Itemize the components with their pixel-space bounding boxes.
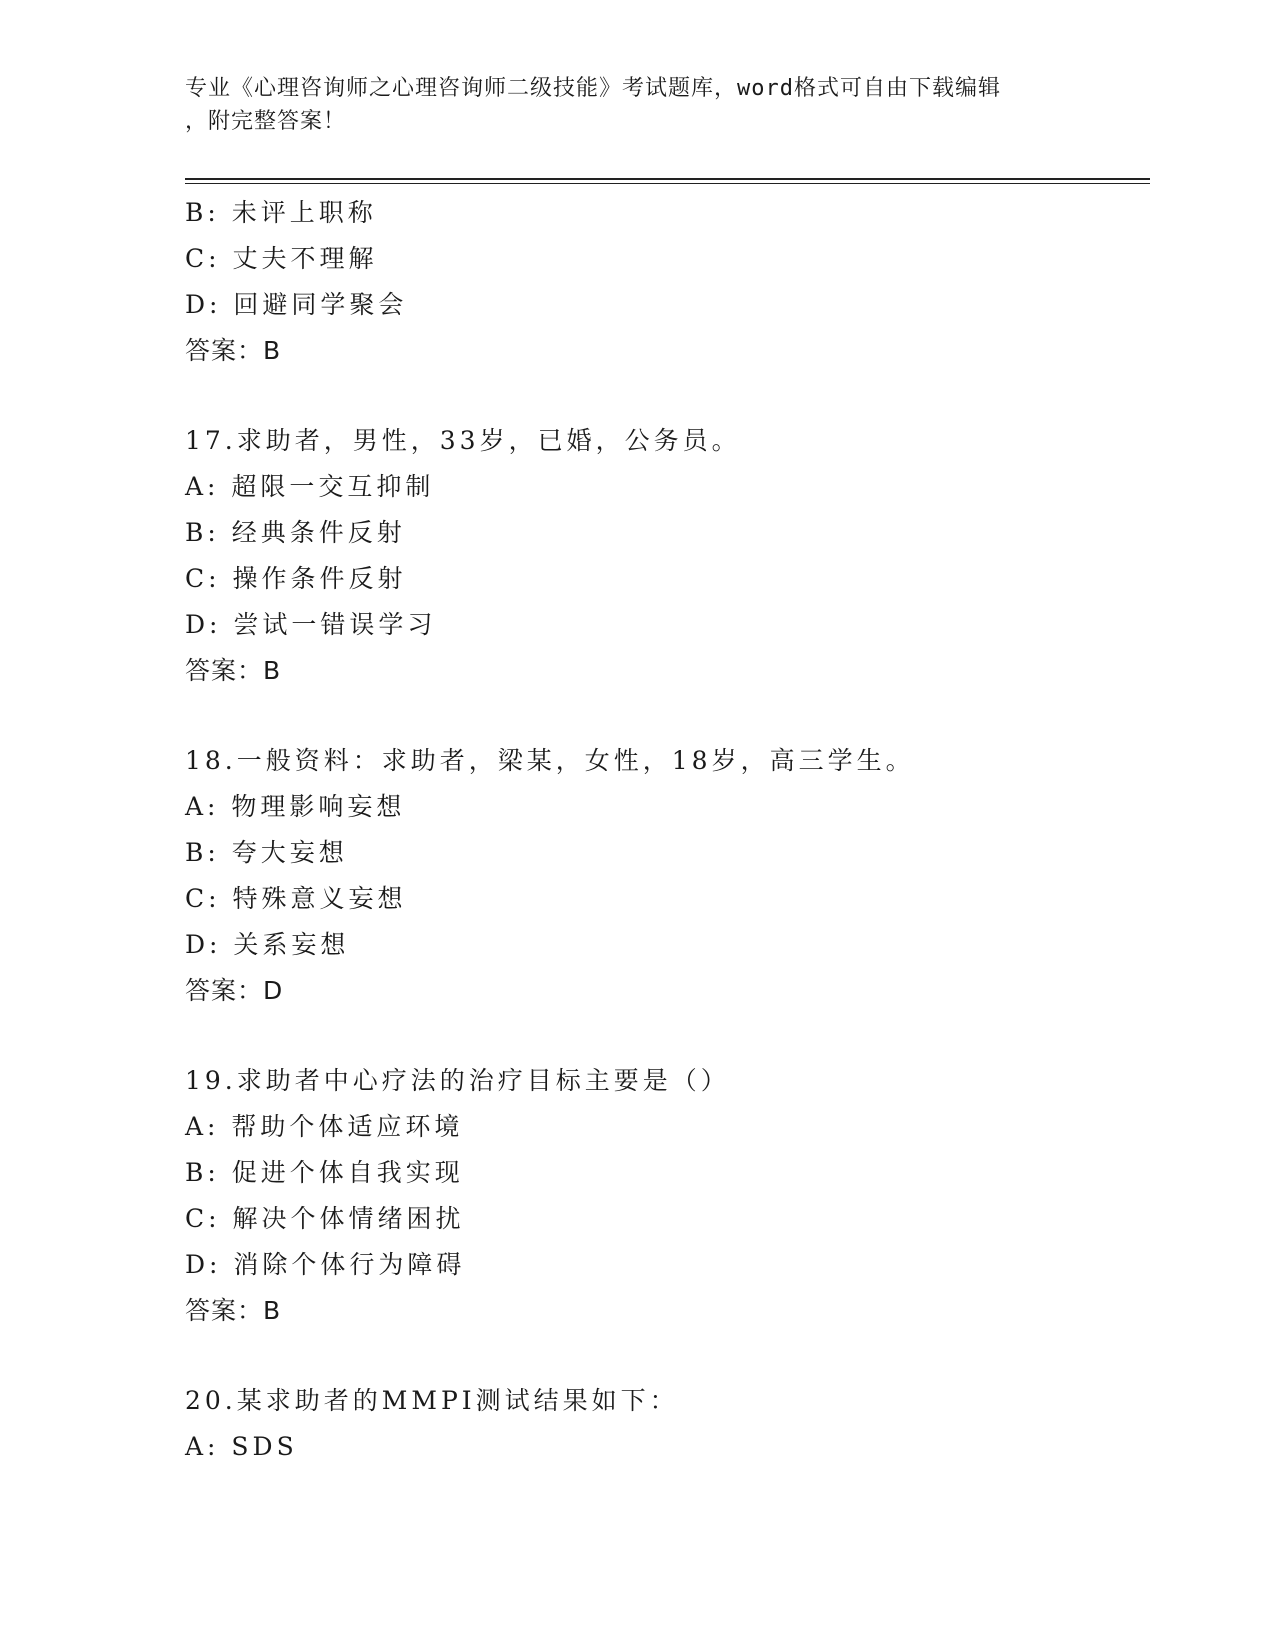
question-stem: 19.求助者中心疗法的治疗目标主要是（） [185, 1066, 730, 1095]
question-17 [185, 418, 1145, 694]
option-b: B: 未评上职称 [185, 198, 377, 227]
option-b: B: 夸大妄想 [185, 838, 348, 867]
answer-line: 答案：B [185, 656, 282, 685]
question-list [185, 190, 1145, 1470]
question-stem: 18.一般资料：求助者，梁某，女性，18岁，高三学生。 [185, 746, 915, 775]
question-19 [185, 1058, 1145, 1334]
option-d: D: 消除个体行为障碍 [185, 1250, 466, 1279]
header-line-1: 专业《心理咨询师之心理咨询师二级技能》考试题库，word格式可自由下载编辑 [185, 76, 1001, 101]
header-divider-thick [185, 178, 1150, 180]
question-stem: 20.某求助者的MMPI测试结果如下： [185, 1386, 679, 1415]
document-header [185, 72, 1085, 138]
question-stem: 17.求助者，男性，33岁，已婚，公务员。 [185, 426, 741, 455]
header-line-2: ，附完整答案！ [185, 109, 347, 134]
option-a: A: SDS [185, 1432, 298, 1461]
question-20 [185, 1378, 1145, 1470]
option-a: A: 帮助个体适应环境 [185, 1112, 464, 1141]
answer-line: 答案：B [185, 1296, 282, 1325]
answer-line: 答案：B [185, 336, 282, 365]
option-d: D: 关系妄想 [185, 930, 350, 959]
option-d: D: 尝试一错误学习 [185, 610, 437, 639]
header-divider-thin [185, 183, 1150, 184]
option-a: A: 超限一交互抑制 [185, 472, 435, 501]
option-c: C: 解决个体情绪困扰 [185, 1204, 465, 1233]
question-16-partial [185, 190, 1145, 374]
option-b: B: 经典条件反射 [185, 518, 406, 547]
option-c: C: 丈夫不理解 [185, 244, 378, 273]
option-b: B: 促进个体自我实现 [185, 1158, 464, 1187]
answer-line: 答案：D [185, 976, 284, 1005]
question-18 [185, 738, 1145, 1014]
option-c: C: 操作条件反射 [185, 564, 407, 593]
option-c: C: 特殊意义妄想 [185, 884, 407, 913]
option-d: D: 回避同学聚会 [185, 290, 408, 319]
option-a: A: 物理影响妄想 [185, 792, 406, 821]
